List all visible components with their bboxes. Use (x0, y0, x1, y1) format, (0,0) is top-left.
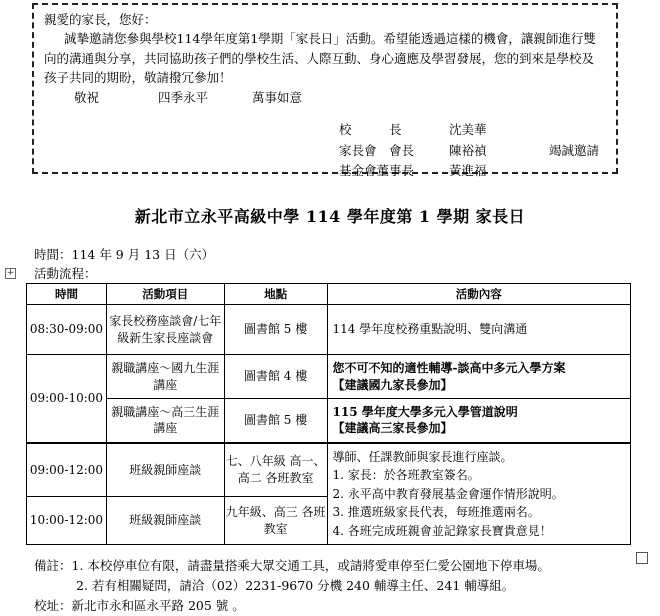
signer-role: 基金會董事長 (339, 163, 415, 178)
closing-line (44, 88, 606, 107)
content-topic: 您不可不知的適性輔導-談高中多元入學方案 (332, 361, 566, 375)
merged-line: 導師、任課教師與家長進行座談。 (332, 449, 513, 464)
cell-place: 七、八年級 高一、高二 各班教室 (224, 443, 327, 497)
cell-content (327, 355, 630, 399)
closing-wish: 敬祝 (74, 89, 100, 105)
note-parking: 備註：1. 本校停車位有限，請盡量搭乘大眾交通工具，或請將愛車停至仁愛公園地下停車場。 (34, 558, 550, 573)
salutation: 親愛的家長，您好： (44, 12, 157, 27)
cell-merged-content (327, 443, 630, 545)
signer-role: 校 長 (339, 122, 402, 137)
signer-name: 黃進福 (449, 163, 487, 178)
table-row (27, 305, 631, 355)
table-row (27, 399, 631, 443)
page-title: 新北市立永平高級中學 114 學年度第 1 學期 家長日 (134, 207, 526, 226)
cell-item: 班級親師座談 (106, 443, 224, 497)
content-topic: 115 學年度大學多元入學管道說明 (332, 404, 518, 419)
table-move-handle-icon[interactable]: + (6, 268, 15, 278)
flow-label: 活動流程： (34, 266, 97, 281)
merged-line: 1. 家長：於各班教室簽名。 (332, 468, 480, 482)
cell-item: 班級親師座談 (106, 497, 224, 545)
header-item: 活動項目 (106, 284, 224, 305)
invitation-body: 誠摯邀請您參與學校114學年度第1學期「家長日」活動。希望能透過這樣的機會，讓親師進行雙向的溝通與分享，共同協助孩子們的學校生活、人際互動、身心適應及學習發展，您的到來是學校及孩子共同的期盼，敬請撥冗參加！ (44, 31, 596, 86)
header-time: 時間 (27, 284, 107, 305)
cell-item: 親職講座～高三生涯講座 (106, 399, 224, 443)
cell-time: 09:00-10:00 (27, 355, 107, 443)
table-header-row (27, 284, 631, 305)
cell-place: 圖書館 5 樓 (224, 399, 327, 443)
header-place: 地點 (224, 284, 327, 305)
closing-phrase-2: 萬事如意 (251, 89, 302, 105)
sender-phrase: 竭誠邀請 (549, 143, 600, 158)
cell-place: 九年級、高三 各班教室 (224, 497, 327, 545)
event-date: 時間：114 年 9 月 13 日（六） (34, 247, 215, 262)
merged-line: 3. 推選班級家長代表，每班推選兩名。 (332, 505, 540, 519)
signers-block (339, 120, 609, 182)
table-row (27, 443, 631, 497)
content-note: 【建議國九家長參加】 (332, 377, 453, 392)
signer-foundation (339, 161, 609, 182)
cell-content: 114 學年度校務重點說明、雙向溝通 (327, 305, 630, 355)
invitation-letter-box (32, 3, 618, 178)
header-content: 活動內容 (327, 284, 630, 305)
cell-item: 家長校務座談會/七年級新生家長座談會 (106, 305, 224, 355)
notes-block (34, 556, 634, 616)
cell-time: 10:00-12:00 (27, 497, 107, 545)
cell-time: 09:00-12:00 (27, 443, 107, 497)
cell-content (327, 399, 630, 443)
content-note: 【建議高三家長參加】 (332, 421, 453, 436)
signer-name: 陳裕禎 (449, 142, 487, 158)
signer-name: 沈美華 (449, 122, 487, 137)
cell-place: 圖書館 5 樓 (224, 305, 327, 355)
signer-principal (339, 120, 609, 141)
merged-line: 2. 永平高中教育發展基金會運作情形說明。 (332, 486, 564, 501)
note-contact: 2. 若有相關疑問，請洽（02）2231-9670 分機 240 輔導主任、241 輔導組。 (76, 578, 515, 593)
school-address: 校址：新北市永和區永平路 205 號 。 (34, 598, 245, 613)
schedule-table (26, 283, 631, 545)
cell-item: 親職講座～國九生涯講座 (106, 355, 224, 399)
signer-role: 家長會 會長 (339, 142, 415, 158)
merged-line: 4. 各班完成班親會並記錄家長寶貴意見！ (332, 523, 552, 538)
cell-place: 圖書館 4 樓 (224, 355, 327, 399)
table-row (27, 355, 631, 399)
corner-marker (636, 552, 648, 564)
closing-phrase-1: 四季永平 (157, 89, 208, 105)
cell-time: 08:30-09:00 (27, 305, 107, 355)
